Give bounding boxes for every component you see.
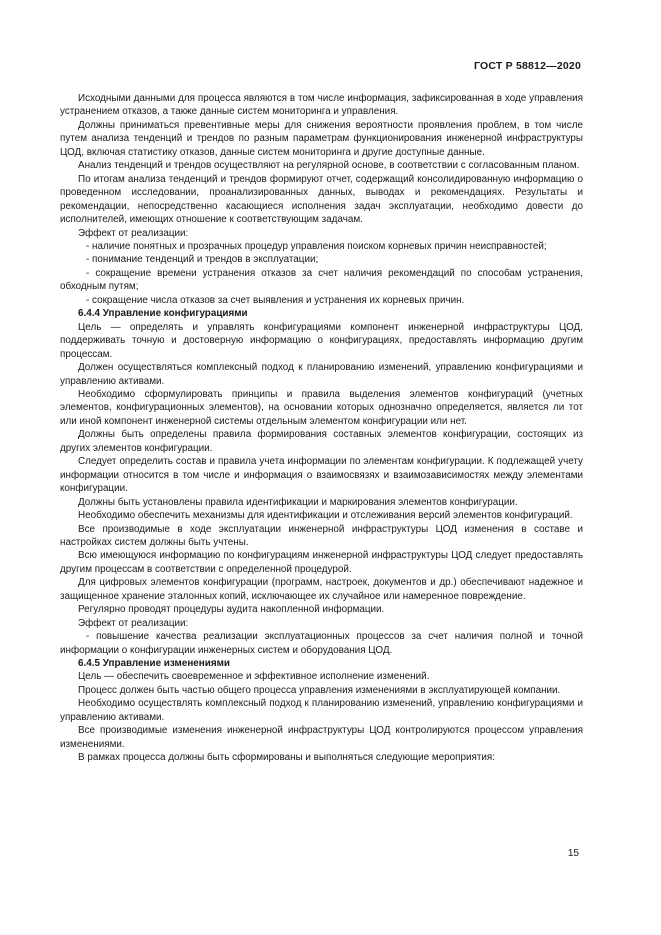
paragraph: Цель — определять и управлять конфигурациями компонент инженерной инфраструктуры ЦОД, поддерживать точную и достоверную информацию о конфигурациях, предоставлять информацию другим процессам.: [60, 321, 583, 360]
list-item: - сокращение времени устранения отказов за счет наличия рекомендаций по способам устранения, обходным путям;: [60, 267, 583, 293]
document-body: [60, 92, 583, 765]
paragraph: Необходимо сформулировать принципы и правила выделения элементов конфигураций (учетных элементов, конфигурационных элементов), на основании которых однозначно определяется, является ли тот или иной компонент инженерной системы отдельным элементом конфигурации или нет.: [60, 388, 583, 427]
paragraph: Следует определить состав и правила учета информации по элементам конфигурации. К подлежащей учету информации относится в том числе и информация о взаимосвязях и взаимозависимостях между элементами конфигурации.: [60, 456, 583, 495]
paragraph: Всю имеющуюся информацию по конфигурациям инженерной инфраструктуры ЦОД следует предоставлять другим процессам в соответствии с определенной процедурой.: [60, 550, 583, 575]
paragraph: По итогам анализа тенденций и трендов формируют отчет, содержащий консолидированную информацию о проведенном исследовании, проанализированных данных, выводах и рекомендациях. Результаты и рекомендации, непосредственно касающиеся исполнения задач эксплуатации, необходимо довести до исполнителей, имеющих отношение к соответствующим задачам.: [60, 173, 583, 226]
paragraph: Необходимо обеспечить механизмы для идентификации и отслеживания версий элементов конфигураций.: [78, 510, 573, 522]
paragraph: Для цифровых элементов конфигурации (программ, настроек, документов и др.) обеспечивают надежное и защищенное хранение эталонных копий, исключающее их случайное или намеренное повреждение.: [60, 577, 583, 602]
paragraph: Эффект от реализации:: [78, 227, 189, 239]
paragraph: Эффект от реализации:: [78, 617, 189, 629]
paragraph: Цель — обеспечить своевременное и эффективное исполнение изменений.: [78, 671, 430, 683]
paragraph: Все производимые в ходе эксплуатации инженерной инфраструктуры ЦОД изменения в составе и настройках систем должны быть учтены.: [60, 523, 583, 548]
paragraph: Исходными данными для процесса являются в том числе информация, зафиксированная в ходе управления устранением отказов, а также данные систем мониторинга и управления.: [60, 93, 583, 118]
paragraph: Должны быть установлены правила идентификации и маркирования элементов конфигурации.: [78, 496, 518, 508]
document-code: ГОСТ Р 58812—2020: [473, 60, 581, 72]
page-number: 15: [567, 848, 579, 859]
paragraph: Должен осуществляться комплексный подход к планированию изменений, управлению конфигурациями и управлению активами.: [60, 362, 583, 387]
paragraph: Процесс должен быть частью общего процесса управления изменениями в эксплуатирующей компании.: [78, 684, 561, 696]
section-heading-configuration: 6.4.4 Управление конфигурациями: [78, 308, 248, 320]
paragraph: Необходимо осуществлять комплексный подход к планированию изменений, управлению конфигурациями и управлению активами.: [60, 698, 583, 723]
section-heading-changes: 6.4.5 Управление изменениями: [78, 658, 230, 670]
paragraph: Должны приниматься превентивные меры для снижения вероятности проявления проблем, в том числе путем анализа тенденций и трендов по разным параметрам функционирования инженерной инфраструктуры ЦОД, включая статистику отказов, данные систем мониторинга и другие доступные данные.: [60, 119, 583, 158]
paragraph: Анализ тенденций и трендов осуществляют на регулярной основе, в соответствии с согласованным планом.: [78, 160, 580, 172]
list-item: - повышение качества реализации эксплуатационных процессов за счет наличия полной и точной информации о конфигурации инженерных систем и оборудования ЦОД.: [60, 631, 583, 656]
list-item: - понимание тенденций и трендов в эксплуатации;: [86, 254, 319, 266]
paragraph: Должны быть определены правила формирования составных элементов конфигурации, состоящих из других элементов конфигурации.: [60, 429, 583, 454]
paragraph: Регулярно проводят процедуры аудита накопленной информации.: [78, 604, 385, 616]
list-item: - наличие понятных и прозрачных процедур управления поиском корневых причин неисправностей;: [86, 240, 547, 252]
list-item: - сокращение числа отказов за счет выявления и устранения их корневых причин.: [86, 294, 465, 306]
paragraph: В рамках процесса должны быть сформированы и выполняться следующие мероприятия:: [78, 752, 495, 764]
paragraph: Все производимые изменения инженерной инфраструктуры ЦОД контролируются процессом управления изменениями.: [60, 725, 583, 750]
